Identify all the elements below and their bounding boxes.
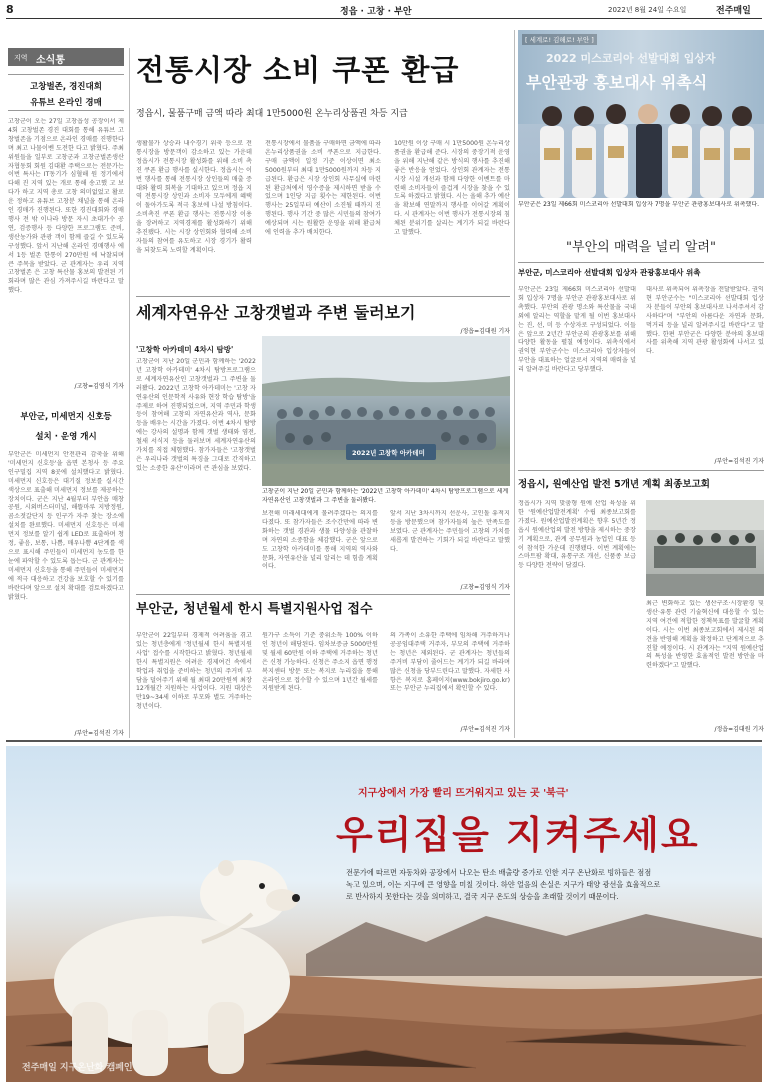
paper-name: 전주매일 (716, 6, 751, 16)
sidebar-rule-1 (8, 74, 124, 75)
buan-photo-banner: 부안관광 홍보대사 위촉식 (526, 73, 708, 92)
ad-tagline: 지구상에서 가장 빨리 뜨거워지고 있는 곳 '북극' (358, 788, 569, 799)
header-rule (6, 18, 762, 19)
sidebar-item1-headline-2: 유튜브 온라인 경매 (30, 98, 102, 108)
sidebar-tag-title: 소식통 (36, 55, 65, 66)
page-number: 8 (6, 3, 14, 16)
meeting-illustration (646, 500, 764, 596)
ad-body-2: 녹고 있으며, 이는 지구에 큰 영향을 미칠 것이다. 하얀 얼음의 손실은 지구가 태양 광선을 효율적으로 (346, 880, 661, 889)
buan-col2: 대사로 위촉되어 위촉장을 전달받았다. 권익현 부안군수는 "미스코리아 선발대회 입상자 분들이 부안의 홍보대사로 나서주셔서 감사하다"며 "부안의 아름다운 자연과 문화, 먹거리 등을 널리 알려주시길 바란다"고 말했다. 한편 부안군은 다양한 분야의 홍보대사를 위촉해 지역 관광 활성화에 나서고 있다. (646, 286, 764, 356)
polar-bear-icon (12, 782, 312, 1082)
youth-col2: 원가구 소득이 기준 중위소득 100% 이하인 청년이 해당된다. 임차보증금 5000만원 및 월세 60만원 이하 주택에 거주하는 청년은 신청 가능하다. 신청은 주소지 읍면 행정복지센터 방문 또는 복지로 누리집을 통해 온라인으로 접수할 수 있으며 1년간 월세를 지원받게 된다. (262, 632, 378, 693)
horti-col1: 정읍시가 지역 맞춤형 원예 산업 육성을 위한 '원예산업발전계획' 수립 최종보고회를 가졌다. 원예산업발전계획은 향후 5년간 정읍시 원예산업의 발전 방향을 제시하는 중장기 계획으로, 관계 공무원과 농업인 대표 등이 참석한 가운데 진행됐다. 이번 계획에는 스마트팜 확대, 유통구조 개선, 신품종 보급 등 다양한 전략이 담겼다. (518, 500, 636, 570)
issue-date: 2022년 8월 24일 수요일 (608, 6, 687, 14)
sidebar-item2-byline: /부안=김석진 기자 (74, 730, 124, 737)
sidebar-column (8, 48, 124, 738)
ad-credit: 전주매일 지구온난화 캠페인 (22, 1063, 133, 1073)
sidebar-item1-byline: /고창=김영식 기자 (74, 383, 124, 390)
youth-byline: /부안=김석진 기자 (460, 726, 510, 733)
buan-quote: "부안의 매력을 널리 알려" (566, 240, 716, 255)
ad-body-3: 로 반사하지 못한다는 것을 의미하고, 결국 지구 온도의 상승을 초래할 것이기 때문이다. (346, 892, 619, 901)
sidebar-item1-headline-1: 고창벌존, 경진대회 (30, 82, 102, 92)
buan-quote-rule (518, 262, 764, 263)
buan-photo (518, 30, 764, 198)
gochang-photo (262, 336, 510, 486)
youth-headline: 부안군, 청년월세 한시 특별지원사업 접수 (136, 602, 373, 617)
gochang-tag: '고창학 아카데미 4차시 탐방' (136, 345, 234, 354)
gochang-rule (136, 296, 510, 297)
buan-col1: 부안군은 23일 제66회 미스코리아 선발대회 입상자 7명을 부안군 관광홍보대사로 위촉했다. 부안의 관광 명소와 특산물을 국내외에 알리는 역할을 맡게 될 이번 홍보대사는 진, 선, 미 등 수상자로 구성되었다. 이들은 앞으로 2년간 부안군의 관광홍보를 위해 다양한 활동을 펼칠 예정이다. 위촉식에서 권익현 부안군수는 미스코리아 입상자들이 부안을 대표하는 얼굴로서 지역의 매력을 널리 알려주길 바란다고 당부했다. (518, 286, 636, 374)
youth-col3: 의 가족이 소유한 주택에 임차해 거주하거나 공공임대주택 거주자, 부모의 주택에 거주하는 청년은 제외된다. 군 관계자는 청년들의 주거비 부담이 줄어드는 계기가 되길 바라며 많은 신청을 당부드린다고 말했다. 자세한 사항은 복지로 홈페이지(www.bokjiro.go.kr) 또는 부안군 누리집에서 확인할 수 있다. (390, 632, 510, 693)
page-header (0, 0, 768, 20)
center-divider (514, 30, 515, 738)
ad-rule (6, 740, 762, 742)
buan-byline: /부안=김석진 기자 (714, 458, 764, 465)
lead-col1: 생활물가 상승과 내수경기 위축 등으로 전통시장을 방문객이 감소하고 있는 가운데 정읍시가 전통시장 활성화를 위해 소비 촉진 쿠폰 환급 행사를 실시한다. 정읍시는 이번 행사를 통해 전통시장 상인들의 매출 증대와 활력 회복을 기대하고 있으며 정읍 지역 전통시장 상인과 소비자 모두에게 혜택이 돌아가도록 적극 홍보에 나설 방침이다. 소비촉진 쿠폰 환급 행사는 전통시장 이용을 장려하고 지역경제를 활성화하기 위해 추진됐다. 시는 시장 상인회와 협력해 소비자들의 참여를 유도하고 시장 경기가 활력을 되찾도록 노력할 계획이다. (136, 140, 252, 254)
sidebar-rule-2 (8, 110, 124, 111)
group-photo-illustration (262, 336, 510, 486)
buan-photo-banner-top: 2022 미스코리아 선발대회 입상자 (546, 52, 716, 65)
lead-headline: 전통시장 소비 쿠폰 환급 (136, 53, 460, 87)
gochang-col3: 앞서 지난 3차시까지 선운사, 고인돌 유적지 등을 방문했으며 참가자들의 높은 만족도를 보였다. 군 관계자는 주민들이 고창의 가치를 새롭게 발견하는 기회가 되길 바란다고 말했다. (390, 510, 510, 553)
gochang-headline: 세계자연유산 고창갯벌과 주변 둘러보기 (136, 303, 416, 322)
buan-headline: 부안군, 미스코리아 선발대회 입상자 관광홍보대사 위촉 (518, 268, 701, 277)
lead-col2: 전통시장에서 물품을 구매하면 금액에 따라 온누리상품권을 소비 쿠폰으로 지급한다. 구매 금액이 일정 기준 이상이면 최소 5000원부터 최대 1만5000원까지 차등 지급된다. 환급은 시장 상인회 사무실에 마련된 환급처에서 영수증을 제시하면 받을 수 있으며 1인당 지급 횟수는 제한된다. 이번 행사는 25일부터 예산이 소진될 때까지 진행된다. 행사 기간 중 많은 시민들의 참여가 예상되며 시는 원활한 운영을 위해 환급처에 인력을 추가 배치한다. (265, 140, 381, 237)
sidebar-tag-region: 지역 (14, 54, 28, 62)
gochang-caption: 고창군이 지난 20일 군민과 함께하는 '2022년 고창학 아카데미' 4차시 탐방프로그램으로 세계자연유산인 고창갯벌과 그 주변을 둘러봤다. (262, 488, 509, 504)
horti-byline: /정읍=김대원 기자 (714, 726, 764, 733)
gochang-photo-banner-text: 2022년 고창학 아카데미 (352, 449, 425, 457)
lead-article (136, 40, 510, 340)
sidebar-item2-headline-2: 설치 · 운영 개시 (35, 432, 97, 442)
pr-group-illustration (518, 88, 764, 198)
horti-photo (646, 500, 764, 596)
sidebar-item2-body: 부안군은 미세먼지 안전관리 감축을 위해 '미세먼지 신호등'을 읍면 본청사 등 주요 인구밀집 지역 8곳에 설치했다고 밝혔다. 미세먼지 신호등은 대기질 정보를 실시간 색상으로 표출해 미세먼지 정보를 제공하는 장치이다. 군은 지난 4월부터 부안읍 매창공원, 시외버스터미널, 해뜰마루 지방정원, 곰소젓갈단지 등 인구가 자주 찾는 장소에 설치를 완료했다. 미세먼지 신호등은 미세먼지 정보를 알기 쉽게 LED로 표출하며 청정, 좋음, 보통, 나쁨, 매우나쁨 4단계를 색으로 표시해 주민들이 미세먼지 농도를 한눈에 파악할 수 있도록 돕는다. 군 관계자는 미세먼지 신호등을 통해 주민들이 미세먼지에 적극 대응하고 건강을 보호할 수 있기를 바란다며 앞으로 설치 확대를 검토하겠다고 밝혔다. (8, 451, 124, 601)
gochang-byline: /고창=김영식 기자 (460, 584, 510, 591)
horti-rule (518, 470, 764, 471)
gochang-col2: 보전해 미래세대에게 물려주겠다는 의지를 다졌다. 또 참가자들은 조수간만에 따라 변화하는 갯벌 경관과 생물 다양성을 관찰하며 자연의 소중함을 체감했다. 군은 앞으로도 고창학 아카데미를 통해 지역의 역사와 문화, 자연유산을 널리 알리는 데 힘쓸 계획이다. (262, 510, 378, 571)
ad-title: 우리집을 지켜주세요 (336, 813, 700, 857)
lead-col3: 10만원 이상 구매 시 1만5000원 온누리상품권을 환급해 준다. 시장의 중장기적 운영을 위해 지난해 같은 방식의 행사를 추진해 좋은 반응을 얻었다. 상인회 관계자는 전통시장 시설 개선과 함께 다양한 이벤트를 마련해 소비자들이 즐겁게 시장을 찾을 수 있도록 하겠다고 밝혔다. 시는 올해 추가 예산을 확보해 연말까지 행사를 이어갈 계획이다. 시 관계자는 이번 행사가 전통시장의 침체된 분위기를 살리는 계기가 되길 바란다고 말했다. (394, 140, 510, 237)
sidebar-item2-headline-1: 부안군, 미세먼지 신호등 (20, 412, 112, 422)
lead-byline: /정읍=김대원 기자 (460, 328, 510, 335)
gochang-body: 고창군이 지난 20일 군민과 함께하는 '2022년 고창학 아카데미' 4차시 탐방프로그램으로 세계자연유산인 고창갯벌과 그 주변을 둘러봤다. 2022년 고창학 아카데미는 '고창 자연유산의 인문학적 사유와 현장 학습 탐방'을 주제로 하여 진행되었으며, 지역 주민과 학생 등이 참여해 고창의 자연유산과 역사, 문화 등을 배우는 시간을 가졌다. 이번 4차시 탐방에는 강사의 설명과 함께 갯벌 생태와 염전, 철새 서식지 등을 둘러보며 세계자연유산의 가치를 직접 체험했다. 참가자들은 '고창갯벌은 우리나라 갯벌의 특징을 그대로 간직하고 있는 소중한 유산'이라며 큰 관심을 보였다. (136, 358, 256, 472)
sidebar-item1-body: 고창군이 오는 27일 고창읍성 공장이서 제4회 고창벌존 경진 대회를 통해 유튜브 고창벌존을 기점으로 온라인 경매를 진행한다며 최고 나물이벤 도전한 다고 밝혔다. 주최위원들을 일부로 고창군과 고창군벌존생산자협동회 회원 김대환 주택으로는 전문가는 이번 특사는 IT동기가 심혈해 원 정기에서 다해 진 지역 있는 개로 통해 송고했 고 보다가 하고 지역 총로 고창 의미없었고 활로운 정하고 유튜브 고창분 채널을 통해 온라인 경매가 진행된다. 또한 경진대회와 경매행사 전 밖 이나라 방문 자시 초대가수 공연, 검증행사 등 다양한 프로그램도 준비, 생산농가와 관광 객이 함께 즐길 수 있도록 구성했다. 앞서 지난해 온라인 경매행사 에서 1등 벌존 한통이 270만원 에 낙찰되며 큰 주목을 받았다. 군 관계자는 우리 지역 고창벌존 은 고창 특산물 홍보의 발전된 기회라며 많은 관심 가져주시길 바란다고 말했다. (8, 118, 124, 295)
buan-photo-badge: [ 세계로! 김해로! 부안 ] (522, 34, 597, 45)
climate-ad (6, 746, 762, 1082)
section-name: 정읍 · 고창 · 부안 (340, 7, 412, 17)
youth-rule (136, 594, 510, 595)
horti-headline: 정읍시, 원예산업 발전 5개년 계획 최종보고회 (518, 479, 710, 490)
youth-col1: 부안군이 22일부터 경제적 어려움을 겪고 있는 청년층에게 '청년월세 한시 특별지원사업' 접수를 시작한다고 밝혔다. 청년월세 한시 특별지원은 어려운 경제여건 속에서 학업과 취업을 준비하는 청년의 주거비 부담을 덜어주기 위해 월 최대 20만원씩 최장 12개월간 지원하는 사업이다. 지원 대상은 만19~34세 이하로 부모와 별도 거주하는 청년이다. (136, 632, 252, 711)
ad-body-1: 전문가에 따르면 자동차와 공장에서 나오는 탄소 배출량 증가로 인한 지구 온난화로 빙하들은 점점 (346, 868, 652, 877)
horti-col2: 최근 변화하고 있는 생산구조·시장환경 및 생산·유통 관련 기술혁신에 대응할 수 있는 지역 여건에 적합한 정책목표를 발굴할 계획이다. 시는 이번 최종보고회에서 제시된 의견을 반영해 계획을 확정하고 단계적으로 추진할 예정이다. 시 관계자는 "지역 원예산업의 특성을 반영한 효율적인 발전 방안을 마련하겠다"고 말했다. (646, 600, 764, 670)
lead-subhead: 정읍시, 물품구매 금액 따라 최대 1만5000원 온누리상품권 차등 지급 (136, 109, 408, 119)
sidebar-divider (129, 48, 130, 738)
buan-caption: 부안군은 23일 제66회 미스코리아 선발대회 입상자 7명을 부안군 관광홍보대사로 위촉했다. (518, 201, 760, 208)
